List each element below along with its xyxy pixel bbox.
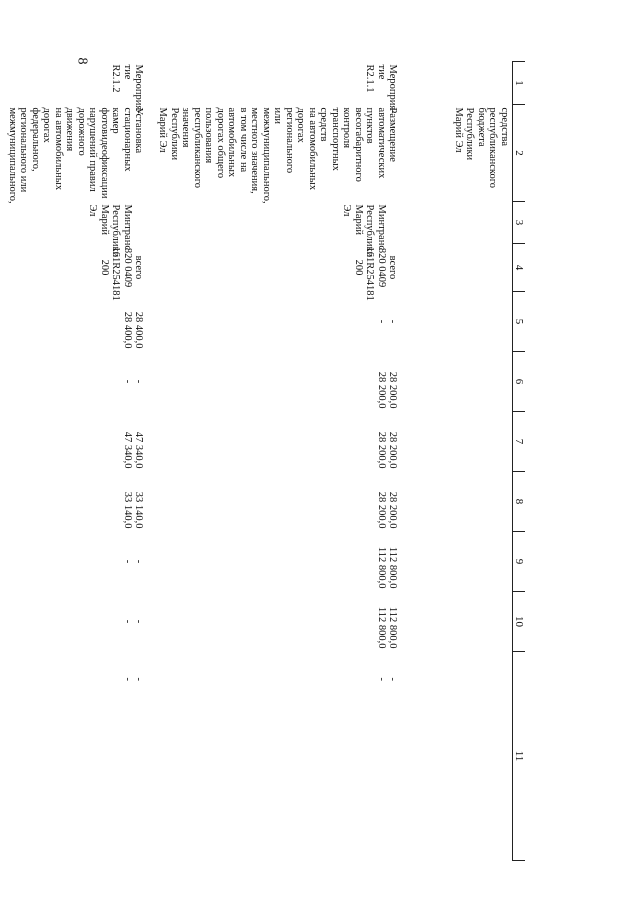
value-cell [401,292,513,352]
value-cell: 112 800,0 112 800,0 [376,546,399,589]
budget-code: всего 820 0409 161R254181 200 [99,246,145,301]
column-number-row [513,62,526,861]
value-cell: 47 340,0 47 340,0 [122,431,145,469]
value-cell: - - [122,619,145,624]
executor: Минтранс Республики Марий Эл [87,204,133,258]
measure-description: Размещение автоматических пунктов весогабаритного контроля транспортных средств на автомобильных дорогах регионального или межмуниципального, местного значения, в том числе на автомобильных дорогах общего пользования республиканского значения Республики Марий Эл [157,107,399,204]
value-cell [401,652,513,861]
value-cell: - - [376,677,399,681]
value-cell: 28 200,0 28 200,0 [376,371,399,409]
column-header: 11 [513,652,526,861]
column-header: 7 [513,412,526,472]
table-row [5,62,147,861]
value-cell: - - [122,379,145,384]
measure-code [401,62,513,105]
column-header: 3 [513,202,526,244]
rotated-table-container [7,61,525,860]
column-header: 8 [513,472,526,532]
measure-code: Мероприя- тие R2.1.1 [364,64,399,114]
measure-description: Установка стационарных камер фотовидеофиксации нарушений правил дорожного движения на автомобильных дорогах федерального, регионального или межмуниципального, [7,107,145,204]
page-number: 8 [74,57,90,65]
executor: Минтранс Республики Марий Эл [341,204,387,258]
value-cell: 112 800,0 112 800,0 [376,606,399,649]
column-header: 9 [513,532,526,592]
column-header: 4 [513,244,526,292]
table-row [147,62,401,861]
value-cell: - - [376,319,399,324]
value-cell [401,592,513,652]
column-header: 2 [513,105,526,202]
budget-table [5,61,526,861]
value-cell: - - [122,559,145,564]
budget-code: всего 820 0409 161R254181 200 [353,246,399,301]
column-header: 5 [513,292,526,352]
column-header: 1 [513,62,526,105]
value-cell [401,532,513,592]
executor [401,202,513,244]
value-cell: - - [122,677,145,681]
value-cell [401,412,513,472]
budget-code [401,244,513,292]
value-cell [401,472,513,532]
value-cell: 28 200,0 28 200,0 [376,491,399,529]
value-cell: 33 140,0 33 140,0 [122,491,145,529]
value-cell: 28 400,0 28 400,0 [122,311,145,349]
column-header: 10 [513,592,526,652]
measure-code: Мероприя- тие R2.1.2 [110,64,145,114]
measure-description: средства республиканского бюджета Республики Марий Эл [453,107,510,188]
value-cell: 28 200,0 28 200,0 [376,431,399,469]
column-header: 6 [513,352,526,412]
table-row [401,62,513,861]
value-cell [401,352,513,412]
